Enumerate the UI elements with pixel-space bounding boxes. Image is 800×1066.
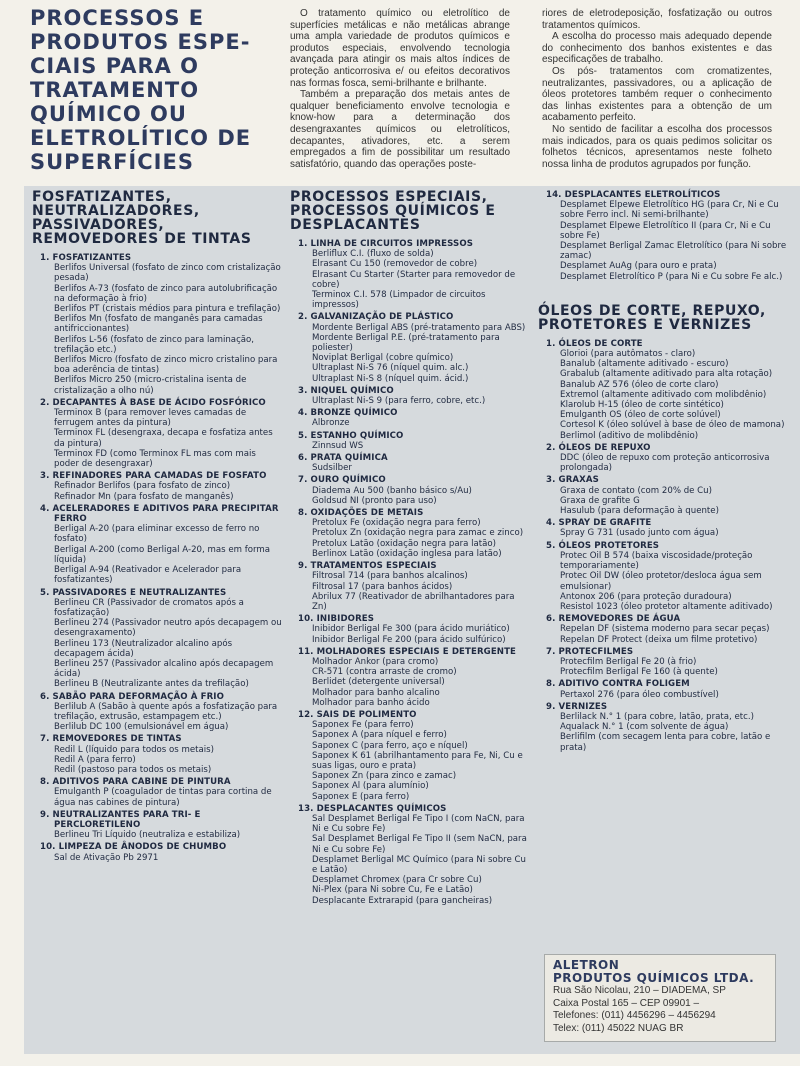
product-item: Elrasant Cu Starter (Starter para removedor de cobre) (312, 269, 516, 290)
intro-paragraph: O tratamento químico ou eletrolítico de superfícies metálicas e não metálicas abrange uma ampla variedade de produtos químicos e produtos especiais, envolvendo tecnologia avançada para atingir os mais altos índices de proteção anticorrosiva e/ ou efeitos decorativos nas formas fosca, semi-brilhante e brilhante. (290, 8, 510, 89)
section-heading: 7. REMOVEDORES DE TINTAS (40, 734, 182, 745)
intro-paragraph: riores de eletrodeposição, fosfatização ou outros tratamentos químicos. (542, 8, 772, 31)
section-heading: 3. NIQUEL QUÍMICO (298, 385, 394, 396)
catalog-section (538, 702, 788, 753)
product-item: Ultraplast Ni-S 76 (níquel quim. alc.) (312, 363, 469, 374)
product-item: Berliflux C.I. (fluxo de solda) (312, 249, 434, 260)
catalog-section (290, 804, 530, 906)
product-item: Protec Oil B 574 (baixa viscosidade/proteção temporariamente) (560, 550, 753, 572)
section-heading: 7. OURO QUÍMICO (298, 475, 386, 486)
catalog-section (538, 518, 788, 538)
section-heading: 8. OXIDAÇÕES DE METAIS (298, 508, 424, 519)
product-item: Aqualack N.° 1 (com solvente de água) (560, 722, 729, 733)
product-item: Desplamet Elpewe Eletrolítico HG (para Cr, Ni e Cu sobre Ferro incl. Ni semi-brilhante) (560, 200, 779, 221)
product-item: Molhador para banho ácido (312, 697, 430, 708)
product-item: Albronze (312, 418, 350, 429)
product-item: Desplacante Extrarapid (para gancheiras) (312, 895, 493, 906)
product-item: Berlineu 173 (Neutralizador alcalino após decapagem ácida) (54, 638, 233, 659)
product-item: Graxa de contato (com 20% de Cu) (560, 485, 712, 496)
section-heading: 6. SABÃO PARA DEFORMAÇÃO À FRIO (40, 691, 224, 702)
product-item: Sudsilber (312, 463, 352, 474)
product-item: Saponex Al (para alumínio) (312, 781, 429, 792)
product-item: Sal Desplamet Berligal Fe Tipo I (com NaCN, para Ni e Cu sobre Fe) (312, 813, 525, 835)
product-item: CR-571 (contra arraste de cromo) (312, 667, 457, 678)
column-processos-especiais (290, 190, 530, 908)
section-heading: 3. GRAXAS (546, 475, 599, 486)
section-list (290, 239, 530, 906)
section-heading: 10. LIMPEZA DE ÂNODOS DE CHUMBO (40, 842, 227, 853)
product-item: Berlidet (detergente universal) (312, 677, 445, 688)
page-title: PROCESSOS E PRODUTOS ESPE- CIAIS PARA O TRATAMENTO QUÍMICO OU ELETROLÍTICO DE SUPERFÍCIES (30, 6, 252, 174)
product-item: Saponex E (para ferro) (312, 791, 410, 802)
section-heading: 9. NEUTRALIZANTES PARA TRI- E PERCLORETILENO (40, 809, 201, 830)
catalog-section (32, 504, 282, 586)
product-item: Berlifos Mn (fosfato de manganês para camadas antifriccionantes) (54, 314, 263, 335)
section-heading: 14. DESPLACANTES ELETROLÍTICOS (546, 190, 721, 200)
product-item: Ultraplast Ni-S 8 (níquel quim. ácid.) (312, 373, 469, 384)
product-item: Graxa de grafite G (560, 495, 640, 506)
catalog-section (32, 810, 282, 841)
intro-paragraph: No sentido de facilitar a escolha dos processos mais indicados, para os quais pedimos solicitar os folhetos técnicos, apresentamos neste folheto nossa linha de produtos agrupados por função. (542, 123, 772, 170)
product-item: DDC (óleo de repuxo com proteção anticorrosiva prolongada) (560, 453, 770, 474)
catalog-section (32, 734, 282, 775)
product-item: Grabalub (altamente aditivado para alta rotação) (560, 369, 773, 380)
catalog-section (290, 386, 530, 406)
catalog-section (290, 408, 530, 428)
product-item: Saponex C (para ferro, aço e níquel) (312, 740, 468, 751)
product-catalog-panel (24, 186, 800, 1054)
product-item: Berlineu B (Neutralizante antes da trefilação) (54, 679, 249, 690)
catalog-section (538, 614, 788, 645)
section-heading: 2. ÓLEOS DE REPUXO (546, 442, 651, 453)
product-item: Diadema Au 500 (banho básico s/Au) (312, 485, 472, 496)
product-item: Pretolux Latão (oxidação negra para latão) (312, 538, 497, 549)
product-item: Filtrosal 714 (para banhos alcalinos) (312, 571, 468, 582)
product-item: Desplamet Chromex (para Cr sobre Cu) (312, 875, 482, 886)
section-heading: 5. ÓLEOS PROTETORES (546, 540, 660, 551)
section-heading: 13. DESPLACANTES QUÍMICOS (298, 803, 447, 814)
product-item: Protec Oil DW (óleo protetor/desloca água sem emulsionar) (560, 571, 762, 592)
product-item: Molhador Ankor (para cromo) (312, 656, 439, 667)
product-item: Elrasant Cu 150 (removedor de cobre) (312, 259, 478, 270)
section-heading: 12. SAIS DE POLIMENTO (298, 709, 417, 720)
product-item: Terminox B (para remover leves camadas de ferrugem antes da pintura) (54, 408, 247, 429)
product-item: Pertaxol 276 (para óleo combustível) (560, 689, 719, 700)
catalog-section (290, 431, 530, 451)
intro-text-left (290, 8, 510, 170)
product-item: Spray G 731 (usado junto com água) (560, 528, 719, 539)
product-item: Refinador Berlifos (para fosfato de zinco) (54, 481, 231, 492)
product-item: Saponex Zn (para zinco e zamac) (312, 771, 457, 782)
product-item: Berlineu Tri Líquido (neutraliza e estabiliza) (54, 830, 241, 841)
section-heading: 1. LINHA DE CIRCUITOS IMPRESSOS (298, 239, 474, 249)
section-heading: 1. FOSFATIZANTES (40, 253, 132, 263)
product-item: Berlifos Micro 250 (micro-cristalina isenta de cristalização a olho nú) (54, 375, 247, 396)
product-item: Desplamet Berligal MC Químico (para Ni sobre Cu e Latão) (312, 854, 526, 875)
product-item: Mordente Berligal P.E. (pré-tratamento para poliester) (312, 332, 500, 354)
product-item: Berligal A-20 (para eliminar excesso de ferro no fosfato) (54, 524, 260, 545)
product-item: Glorioi (para autômatos - claro) (560, 349, 696, 360)
section-list (538, 339, 788, 753)
catalog-section (32, 777, 282, 808)
product-item: Berlilub A (Sabão à quente após a fosfatização para trefilação, extrusão, estampagem etc.) (54, 701, 278, 722)
product-item: Terminox FL (desengraxa, decapa e fosfatiza antes da pintura) (54, 428, 273, 449)
catalog-section (290, 561, 530, 612)
product-item: Berlineu 274 (Passivador neutro após decapagem ou desengraxamento) (54, 618, 282, 639)
product-item: Repelan DF (sistema moderno para secar peças) (560, 624, 770, 635)
section-heading: 7. PROTECFILMES (546, 646, 634, 657)
product-item: Klarolub H-15 (óleo de corte sintético) (560, 400, 724, 411)
product-item: Pretolux Zn (oxidação negra para zamac e zinco) (312, 528, 524, 539)
product-item: Berlifilm (com secagem lenta para cobre, latão e prata) (560, 732, 771, 753)
catalog-section (290, 475, 530, 506)
product-item: Filtrosal 17 (para banhos ácidos) (312, 581, 453, 592)
section-heading: 10. INIBIDORES (298, 614, 375, 625)
catalog-section (538, 190, 788, 282)
product-item: Hasulub (para deformação à quente) (560, 506, 719, 517)
product-item: Pretolux Fe (oxidação negra para ferro) (312, 518, 481, 529)
product-item: Saponex K 61 (abrilhantamento para Fe, Ni, Cu e suas ligas, ouro e prata) (312, 750, 523, 771)
product-item: Berlifos Universal (fosfato de zinco com cristalização pesada) (54, 263, 281, 284)
product-item: Ultraplast Ni-S 9 (para ferro, cobre, etc.) (312, 396, 486, 407)
product-item: Sal Desplamet Berligal Fe Tipo II (sem NaCN, para Ni e Cu sobre Fe) (312, 834, 527, 855)
product-item: Noviplat Berligal (cobre químico) (312, 353, 454, 364)
product-item: Saponex Fe (para ferro) (312, 720, 414, 731)
product-item: Desplamet Berligal Zamac Eletrolítico (para Ni sobre zamac) (560, 241, 787, 262)
product-item: Protecfilm Berligal Fe 160 (à quente) (560, 667, 718, 678)
section-heading: 9. TRATAMENTOS ESPECIAIS (298, 561, 437, 572)
company-name-full: PRODUTOS QUÍMICOS LTDA. (553, 971, 755, 985)
product-item: Protecfilm Berligal Fe 20 (à frio) (560, 656, 697, 667)
product-item: Berligal A-94 (Reativador e Acelerador para fosfatizantes) (54, 565, 242, 586)
catalog-section (290, 614, 530, 645)
product-item: Molhador para banho alcalino (312, 687, 440, 698)
product-item: Berlilack N.° 1 (para cobre, latão, prata, etc.) (560, 711, 754, 722)
catalog-section (32, 253, 282, 396)
section-heading: 8. ADITIVO CONTRA FOLIGEM (546, 679, 690, 690)
section-heading: 4. SPRAY DE GRAFITE (546, 518, 652, 529)
section-heading: 3. REFINADORES PARA CAMADAS DE FOSFATO (40, 471, 267, 482)
catalog-section (538, 475, 788, 516)
company-address: Rua São Nicolau, 210 – DIADEMA, SP (553, 985, 726, 996)
product-item: Terminox FD (como Terminox FL mas com mais poder de desengraxar) (54, 448, 256, 470)
company-address-box (544, 954, 776, 1042)
product-item: Desplamet Elpewe Eletrolítico II (para Cr, Ni e Cu sobre Fe) (560, 220, 771, 241)
column-fosfatizantes (32, 190, 282, 865)
section-heading: 6. REMOVEDORES DE ÁGUA (546, 614, 681, 625)
column-heading: ÓLEOS DE CORTE, REPUXO, PROTETORES E VERNIZES (538, 302, 766, 333)
intro-paragraph: Os pós- tratamentos com cromatizentes, neutralizantes, passivadores, ou a aplicação de óleos protetores também requer o conhecimento das linhas existentes para a obtenção de um acabamento perfeito. (542, 65, 772, 124)
product-item: Abrilux 77 (Reativador de abrilhantadores para Zn) (312, 591, 515, 612)
catalog-section (538, 679, 788, 699)
product-item: Sal de Ativação Pb 2971 (54, 852, 159, 863)
section-heading: 5. PASSIVADORES E NEUTRALIZANTES (40, 587, 227, 598)
section-heading: 1. ÓLEOS DE CORTE (546, 338, 643, 349)
product-item: Inibidor Berligal Fe 200 (para ácido sulfúrico) (312, 634, 506, 645)
product-item: Goldsud NI (pronto para uso) (312, 495, 437, 506)
section-heading: 4. ACELERADORES E ADITIVOS PARA PRECIPITAR FERRO (40, 503, 279, 525)
column-heading: PROCESSOS ESPECIAIS, PROCESSOS QUÍMICOS E DESPLACANTES (290, 189, 496, 233)
section-list (538, 190, 788, 282)
catalog-section (290, 508, 530, 559)
section-heading: 6. PRATA QUÍMICA (298, 453, 388, 464)
product-item: Redil L (líquido para todos os metais) (54, 744, 214, 755)
company-postal: Caixa Postal 165 – CEP 09901 – (553, 997, 700, 1009)
product-item: Refinador Mn (para fosfato de manganês) (54, 491, 234, 502)
section-heading: 2. GALVANIZAÇÃO DE PLÁSTICO (298, 312, 454, 323)
product-item: Redil A (para ferro) (54, 754, 136, 765)
catalog-section (290, 312, 530, 383)
product-item: Repelan DF Protect (deixa um filme protetivo) (560, 634, 758, 645)
company-phones: Telefones: (011) 4456296 – 4456294 (553, 1010, 716, 1021)
product-item: Terminox C.I. 578 (Limpador de circuitos impressos) (312, 290, 486, 311)
product-item: Berligal A-200 (como Berligal A-20, mas em forma líquida) (54, 544, 271, 565)
product-item: Ni-Plex (para Ni sobre Cu, Fe e Latão) (312, 885, 473, 896)
catalog-section (538, 541, 788, 612)
section-heading: 2. DECAPANTES À BASE DE ÁCIDO FOSFÓRICO (40, 397, 266, 408)
catalog-section (538, 339, 788, 441)
section-heading: 9. VERNIZES (546, 701, 608, 712)
catalog-section (290, 647, 530, 708)
product-item: Antonox 206 (para proteção duradoura) (560, 591, 732, 602)
product-item: Berlifos PT (cristais médios para pintura e trefilação) (54, 304, 281, 315)
product-item: Banalub (altamente aditivado - escuro) (560, 359, 729, 370)
section-heading: 5. ESTANHO QUÍMICO (298, 430, 404, 441)
company-telex: Telex: (011) 45022 NUAG BR (553, 1022, 684, 1034)
catalog-section (32, 471, 282, 502)
product-item: Desplamet Eletrolítico P (para Ni e Cu sobre Fe alc.) (560, 271, 783, 282)
product-item: Inibidor Berligal Fe 300 (para ácido muriático) (312, 624, 510, 635)
product-item: Berlineu CR (Passivador de cromatos após a fosfatização) (54, 597, 244, 618)
catalog-section (32, 692, 282, 733)
catalog-section (538, 443, 788, 474)
section-heading: 11. MOLHADORES ESPECIAIS E DETERGENTE (298, 646, 517, 657)
catalog-section (290, 239, 530, 310)
catalog-section (538, 647, 788, 678)
product-item: Berlifos L-56 (fosfato de zinco para laminação, trefilação etc.) (54, 334, 255, 355)
catalog-section (32, 588, 282, 690)
company-name: ALETRON (553, 958, 620, 972)
product-item: Emulganth OS (óleo de corte solúvel) (560, 410, 721, 421)
section-heading: 4. BRONZE QUÍMICO (298, 408, 398, 419)
product-item: Berlilub DC 100 (emulsionável em água) (54, 722, 229, 733)
intro-text-right (542, 8, 772, 170)
catalog-section (290, 453, 530, 473)
section-heading: 8. ADITIVOS PARA CABINE DE PINTURA (40, 777, 231, 788)
product-item: Berlimol (aditivo de molibdênio) (560, 430, 699, 441)
product-item: Extremol (altamente aditivado com molibdênio) (560, 389, 767, 400)
product-item: Mordente Berligal ABS (pré-tratamento para ABS) (312, 322, 526, 333)
column-oleos (538, 190, 788, 755)
section-list (32, 253, 282, 863)
product-item: Emulganth P (coagulador de tintas para cortina de água nas cabines de pintura) (54, 787, 272, 808)
column-heading: FOSFATIZANTES, NEUTRALIZADORES, PASSIVADORES, REMOVEDORES DE TINTAS (32, 189, 252, 247)
product-item: Berlineu 257 (Passivador alcalino após decapagem ácida) (54, 658, 274, 680)
product-item: Berlifos A-73 (fosfato de zinco para autolubrificação na deformação à frio) (54, 283, 278, 304)
intro-paragraph: A escolha do processo mais adequado depende do conhecimento dos banhos existentes e das especificações de trabalho. (542, 31, 772, 66)
product-item: Redil (pastoso para todos os metais) (54, 764, 212, 775)
product-item: Zinnsud WS (312, 440, 364, 451)
product-item: Cortesol K (óleo solúvel à base de óleo de mamona) (560, 420, 785, 431)
catalog-section (32, 398, 282, 469)
product-item: Resistol 1023 (óleo protetor altamente aditivado) (560, 601, 773, 612)
intro-paragraph: Também a preparação dos metais antes de qualquer beneficiamento envolve tecnologia e know-how para a determinação dos desengraxantes químicos ou eletrolíticos, decapantes, ativadores, etc. a serem empregados a fim de possibilitar um resultado satisfatório, quando das operações poste- (290, 89, 510, 170)
product-item: Banalub AZ 576 (óleo de corte claro) (560, 379, 719, 390)
catalog-section (32, 842, 282, 862)
catalog-section (290, 710, 530, 802)
product-item: Desplamet AuAg (para ouro e prata) (560, 261, 717, 272)
product-item: Berlinox Latão (oxidação inglesa para latão) (312, 548, 502, 559)
product-item: Saponex A (para níquel e ferro) (312, 730, 447, 741)
product-item: Berlifos Micro (fosfato de zinco micro cristalino para boa aderência de tintas) (54, 355, 278, 376)
